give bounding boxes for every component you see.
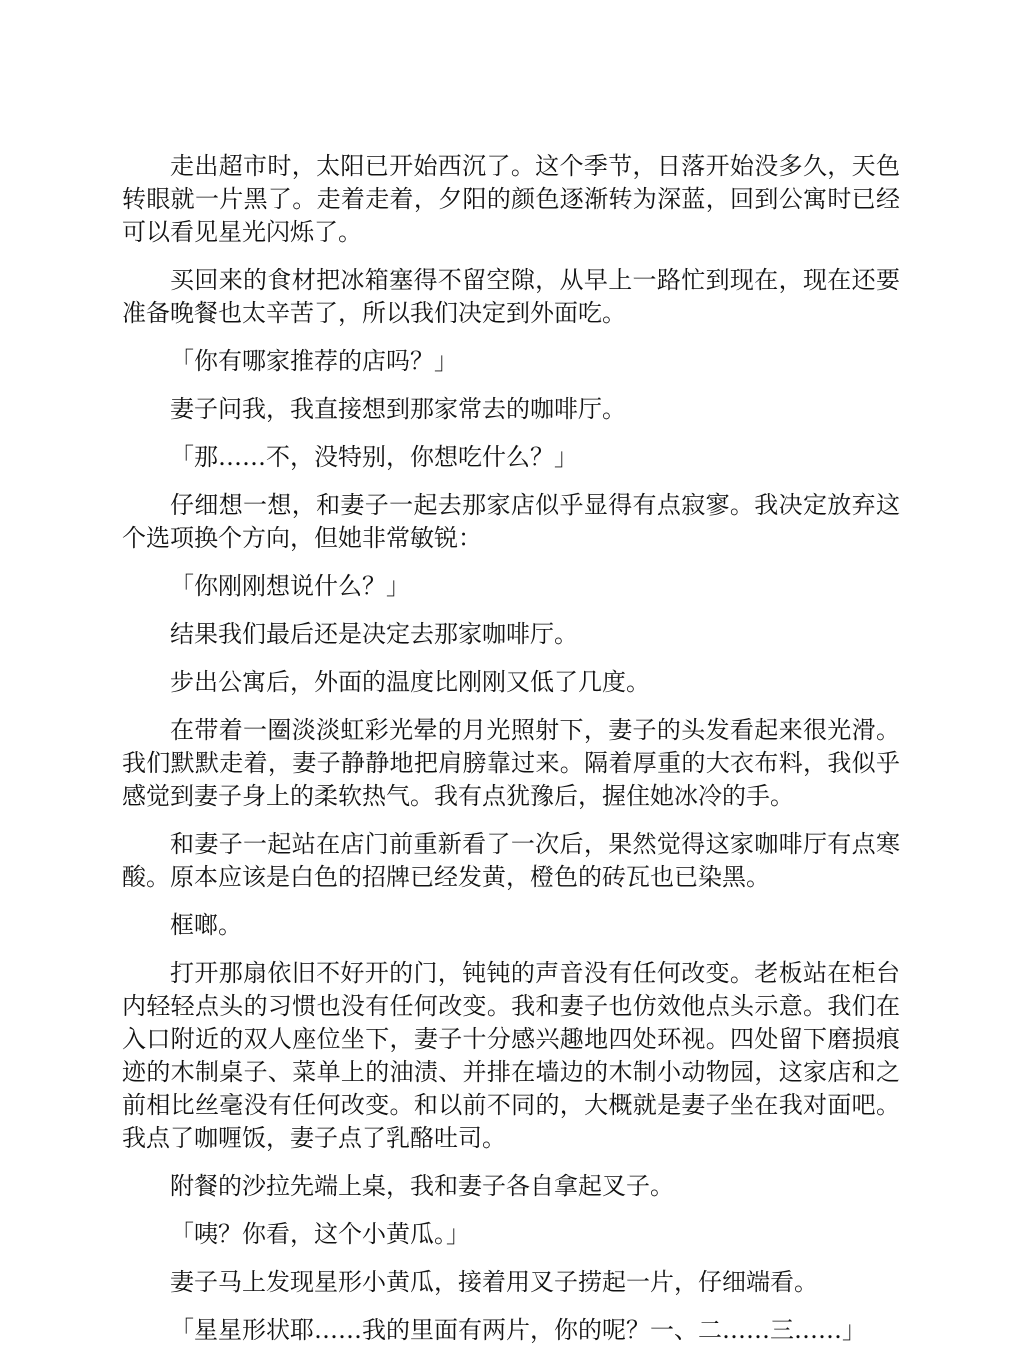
paragraph-3: 「你有哪家推荐的店吗？」 bbox=[170, 347, 458, 375]
paragraph-17: 「星星形状耶……我的里面有两片，你的呢？一、二……三……」 bbox=[170, 1316, 866, 1344]
paragraph-16: 妻子马上发现星形小黄瓜，接着用叉子捞起一片，仔细端看。 bbox=[170, 1268, 818, 1296]
paragraph-11: 和妻子一起站在店门前重新看了一次后，果然觉得这家咖啡厅有点寒酸。原本应该是白色的招牌已经发黄，橙色的砖瓦也已染黑。 bbox=[122, 830, 900, 891]
paragraph-7: 「你刚刚想说什么？」 bbox=[170, 572, 410, 600]
paragraph-6: 仔细想一想，和妻子一起去那家店似乎显得有点寂寥。我决定放弃这个选项换个方向，但她非常敏锐： bbox=[122, 491, 900, 552]
paragraph-9: 步出公寓后，外面的温度比刚刚又低了几度。 bbox=[170, 668, 650, 696]
paragraph-5: 「那……不，没特别，你想吃什么？」 bbox=[170, 443, 578, 471]
paragraph-2: 买回来的食材把冰箱塞得不留空隙，从早上一路忙到现在，现在还要准备晚餐也太辛苦了，所以我们决定到外面吃。 bbox=[122, 266, 900, 327]
document-page bbox=[122, 150, 900, 1362]
paragraph-13: 打开那扇依旧不好开的门，钝钝的声音没有任何改变。老板站在柜台内轻轻点头的习惯也没有任何改变。我和妻子也仿效他点头示意。我们在入口附近的双人座位坐下，妻子十分感兴趣地四处环视。四处留下磨损痕迹的木制桌子、菜单上的油渍、并排在墙边的木制小动物园，这家店和之前相比丝毫没有任何改变。和以前不同的，大概就是妻子坐在我对面吧。我点了咖喱饭，妻子点了乳酪吐司。 bbox=[122, 959, 900, 1152]
paragraph-8: 结果我们最后还是决定去那家咖啡厅。 bbox=[170, 620, 578, 648]
paragraph-10: 在带着一圈淡淡虹彩光晕的月光照射下，妻子的头发看起来很光滑。我们默默走着，妻子静静地把肩膀靠过来。隔着厚重的大衣布料，我似乎感觉到妻子身上的柔软热气。我有点犹豫后，握住她冰冷的手。 bbox=[122, 716, 900, 810]
paragraph-12: 框啷。 bbox=[170, 911, 242, 939]
paragraph-14: 附餐的沙拉先端上桌，我和妻子各自拿起叉子。 bbox=[170, 1172, 674, 1200]
paragraph-4: 妻子问我，我直接想到那家常去的咖啡厅。 bbox=[170, 395, 626, 423]
paragraph-1: 走出超市时，太阳已开始西沉了。这个季节，日落开始没多久，天色转眼就一片黑了。走着走着，夕阳的颜色逐渐转为深蓝，回到公寓时已经可以看见星光闪烁了。 bbox=[122, 152, 900, 246]
paragraph-15: 「咦？你看，这个小黄瓜。」 bbox=[170, 1220, 470, 1248]
